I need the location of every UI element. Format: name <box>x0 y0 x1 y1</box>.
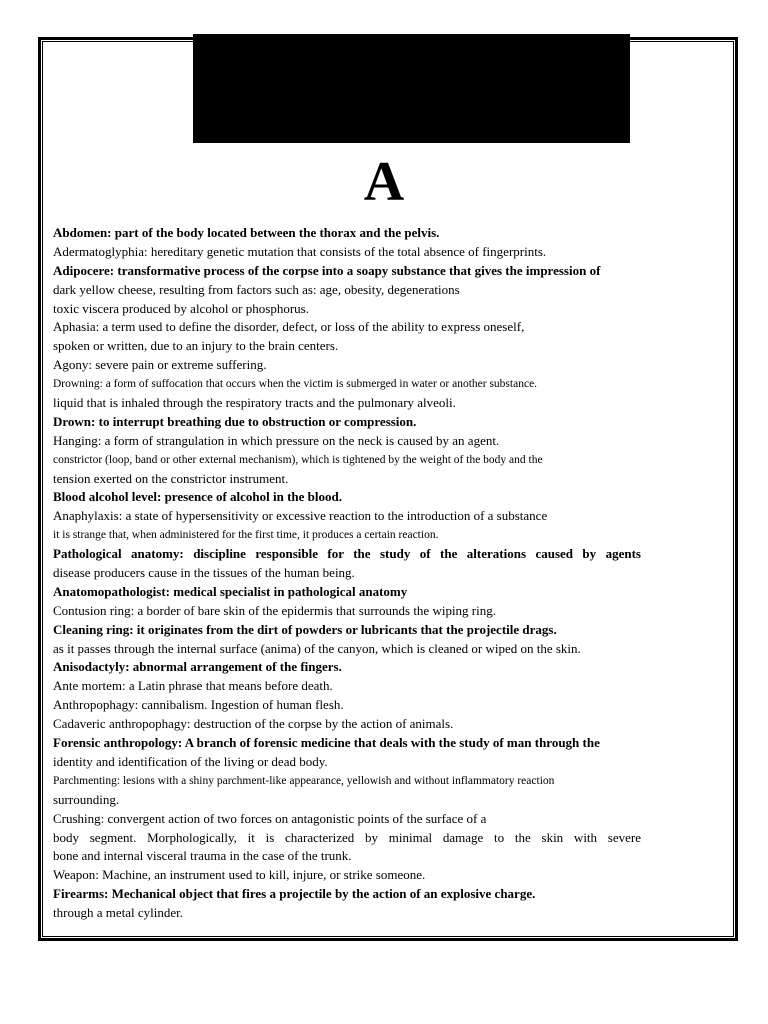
header-banner-block <box>193 34 630 143</box>
glossary-line: Anaphylaxis: a state of hypersensitivity or excessive reaction to the introduction of a substance <box>53 508 548 524</box>
glossary-line: Ante mortem: a Latin phrase that means before death. <box>53 678 333 694</box>
glossary-line: Agony: severe pain or extreme suffering. <box>53 357 267 373</box>
glossary-line: spoken or written, due to an injury to the brain centers. <box>53 338 339 354</box>
glossary-line: Drowning: a form of suffocation that occurs when the victim is submerged in water or another substance. <box>53 378 538 391</box>
glossary-line: Anatomopathologist: medical specialist in pathological anatomy <box>53 583 408 599</box>
glossary-line: Cadaveric anthropophagy: destruction of the corpse by the action of animals. <box>53 716 454 732</box>
glossary-line: bone and internal visceral trauma in the case of the trunk. <box>53 848 352 864</box>
glossary-line: Aphasia: a term used to define the disorder, defect, or loss of the ability to express oneself, <box>53 319 525 335</box>
glossary-entries-list <box>53 224 641 923</box>
glossary-line: Crushing: convergent action of two forces on antagonistic points of the surface of a <box>53 810 487 826</box>
glossary-line: Drown: to interrupt breathing due to obstruction or compression. <box>53 413 417 429</box>
glossary-line: surrounding. <box>53 791 120 807</box>
glossary-line: Abdomen: part of the body located between the thorax and the pelvis. <box>53 225 440 240</box>
glossary-line: Parchmenting: lesions with a shiny parchment-like appearance, yellowish and without inflammatory reaction <box>53 774 555 787</box>
glossary-line: liquid that is inhaled through the respiratory tracts and the pulmonary alveoli. <box>53 395 456 411</box>
glossary-line: Weapon: Machine, an instrument used to kill, injure, or strike someone. <box>53 867 426 883</box>
section-letter-heading: A <box>363 151 405 213</box>
glossary-line: Adermatoglyphia: hereditary genetic mutation that consists of the total absence of fingerprints. <box>53 243 547 259</box>
glossary-line: Anthropophagy: cannibalism. Ingestion of human flesh. <box>53 697 344 713</box>
glossary-line: Pathological anatomy: discipline responsible for the study of the alterations caused by agents <box>53 546 641 562</box>
glossary-line: Adipocere: transformative process of the corpse into a soapy substance that gives the impression of <box>53 262 601 278</box>
glossary-line: Cleaning ring: it originates from the dirt of powders or lubricants that the projectile drags. <box>53 621 557 637</box>
glossary-line: Firearms: Mechanical object that fires a projectile by the action of an explosive charge. <box>53 886 536 902</box>
glossary-line: Contusion ring: a border of bare skin of the epidermis that surrounds the wiping ring. <box>53 602 497 618</box>
glossary-line: Anisodactyly: abnormal arrangement of the fingers. <box>53 659 342 675</box>
glossary-line: identity and identification of the living or dead body. <box>53 753 328 769</box>
glossary-line: tension exerted on the constrictor instrument. <box>53 470 289 486</box>
glossary-line: Hanging: a form of strangulation in which pressure on the neck is caused by an agent. <box>53 432 500 448</box>
glossary-line: it is strange that, when administered for the first time, it produces a certain reaction. <box>53 529 439 542</box>
glossary-line: toxic viscera produced by alcohol or phosphorus. <box>53 300 309 316</box>
glossary-line: dark yellow cheese, resulting from factors such as: age, obesity, degenerations <box>53 281 460 297</box>
glossary-line: body segment. Morphologically, it is characterized by minimal damage to the skin with severe <box>53 829 641 845</box>
glossary-line: through a metal cylinder. <box>53 905 183 921</box>
glossary-line: constrictor (loop, band or other external mechanism), which is tightened by the weight of the body and the <box>53 453 543 466</box>
glossary-line: disease producers cause in the tissues of the human being. <box>53 565 355 581</box>
glossary-line: Blood alcohol level: presence of alcohol in the blood. <box>53 489 343 505</box>
glossary-line: as it passes through the internal surface (anima) of the canyon, which is cleaned or wiped on the skin. <box>53 640 581 656</box>
glossary-line: Forensic anthropology: A branch of forensic medicine that deals with the study of man through the <box>53 735 600 751</box>
